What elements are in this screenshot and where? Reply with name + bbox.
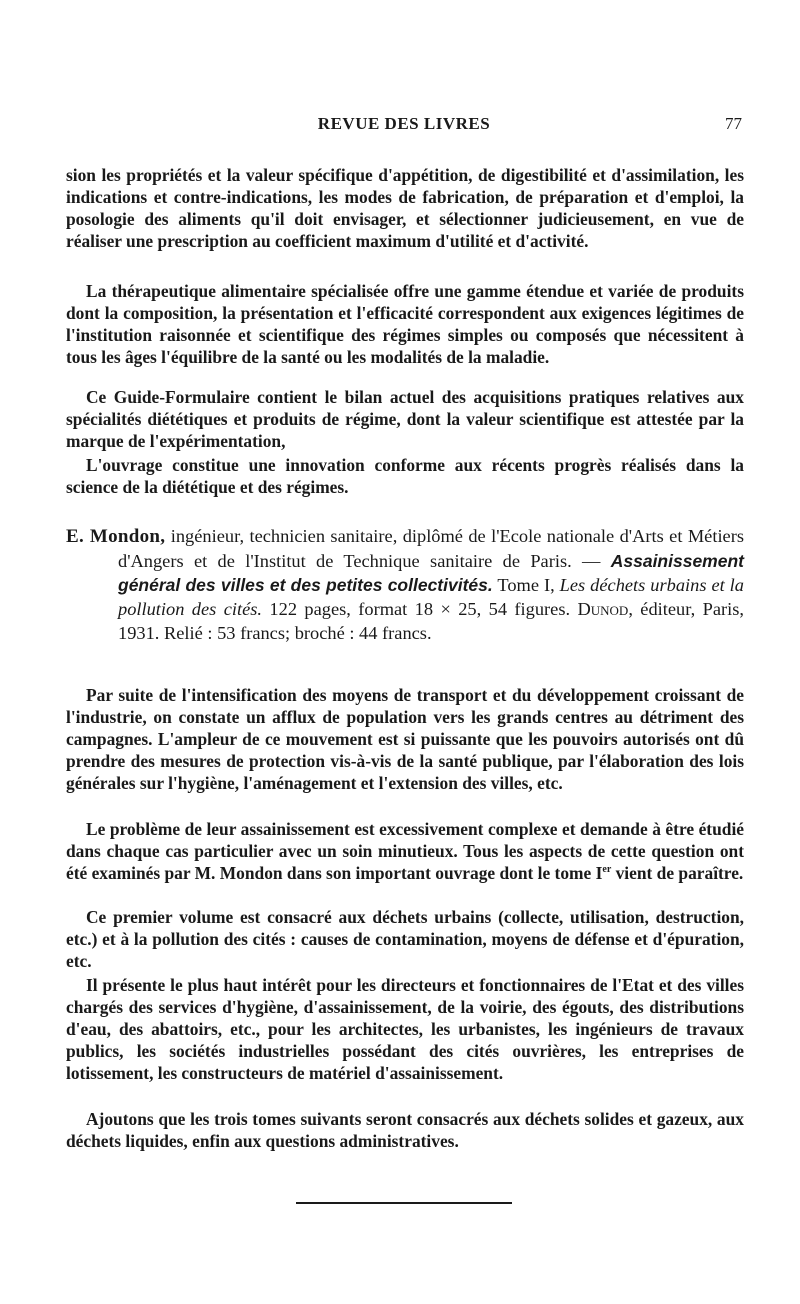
review2-paragraph-2-end: vient de paraître.	[611, 863, 744, 883]
review2-paragraph-5: Ajoutons que les trois tomes suivants seront consacrés aux déchets solides et gazeux, aux déchets liquides, enfin aux questions administratives.	[66, 1109, 744, 1151]
bibliographic-entry	[66, 524, 744, 645]
review1-paragraph-3: Ce Guide-Formulaire contient le bilan actuel des acquisitions pratiques relatives aux spécialités diététiques et produits de régime, dont la valeur scientifique est attestée par la marque de l'expérimentation,	[66, 387, 744, 451]
section-end-rule	[296, 1202, 512, 1204]
journal-section-title: REVUE DES LIVRES	[317, 114, 491, 133]
page-number: 77	[725, 114, 742, 133]
entry-book-title: Assainissement général des villes et des petites collectivités.	[118, 551, 744, 595]
entry-publication: , éditeur, Paris, 1931. Relié : 53 francs; broché : 44 francs.	[118, 599, 744, 643]
ordinal-superscript: er	[602, 864, 612, 876]
review1-paragraph-2: La thérapeutique alimentaire spécialisée offre une gamme étendue et variée de produits dont la composition, la présentation et l'efficacité correspondent aux exigences légitimes de l'institution raisonnée et scientifique des régimes simples ou composés que nécessitent à tous les âges l'équilibre de la santé ou les modalités de la maladie.	[66, 281, 744, 367]
entry-author: E. Mondon,	[66, 526, 166, 547]
review2-paragraph-2	[66, 818, 744, 884]
entry-details: 122 pages, format 18 × 25, 54 figures.	[262, 599, 578, 619]
review2-paragraph-4: Il présente le plus haut intérêt pour les directeurs et fonctionnaires de l'Etat et des villes chargés des services d'hygiène, d'assainissement, de la voirie, des égouts, des distributions d'eau, des abattoirs, etc., pour les architectes, les urbanistes, les ingénieurs de travaux publics, les sociétés industrielles possédant des cités ouvrières, les entreprises de lotissement, les constructeurs de matériel d'assainissement.	[66, 975, 744, 1083]
review1-paragraph-4: L'ouvrage constitue une innovation conforme aux récents progrès réalisés dans la science de la diététique et des régimes.	[66, 455, 744, 497]
review1-paragraph-1: sion les propriétés et la valeur spécifique d'appétition, de digestibilité et d'assimilation, les indications et contre-indications, les modes de fabrication, de préparation et d'emploi, la posologie des aliments qu'il doit envisager, et sélectionner judicieusement, en vue de réaliser une prescription au coefficient maximum d'utilité et d'activité.	[66, 165, 744, 251]
entry-volume: Tome I,	[492, 575, 560, 595]
review2-paragraph-1: Par suite de l'intensification des moyens de transport et du développement croissant de l'industrie, on constate un afflux de population vers les grands centres au détriment des campagnes. L'ampleur de ce mouvement est si puissante que les pouvoirs autorisés ont dû prendre des mesures de protection vis-à-vis de la santé publique, par l'élaboration des lois générales sur l'hygiène, l'aménagement et l'extension des villes, etc.	[66, 685, 744, 793]
entry-subtitle: Les déchets urbains et la pollution des cités.	[118, 575, 744, 619]
review2-paragraph-3: Ce premier volume est consacré aux déchets urbains (collecte, utilisation, destruction, etc.) et à la pollution des cités : causes de contamination, moyens de défense et d'épuration, etc.	[66, 907, 744, 971]
review2-paragraph-2-text: Le problème de leur assainissement est excessivement complexe et demande à être étudié dans chaque cas particulier avec un soin minutieux. Tous les aspects de cette question ont été examinés par M. Mondon dans son important ouvrage dont le tome I	[66, 819, 744, 883]
entry-publisher: Dunod	[577, 599, 629, 619]
running-header	[66, 114, 742, 138]
entry-credentials: ingénieur, technicien sanitaire, diplômé de l'Ecole nationale d'Arts et Métiers d'Angers et de l'Institut de Technique sanitaire de Paris. —	[118, 526, 744, 571]
